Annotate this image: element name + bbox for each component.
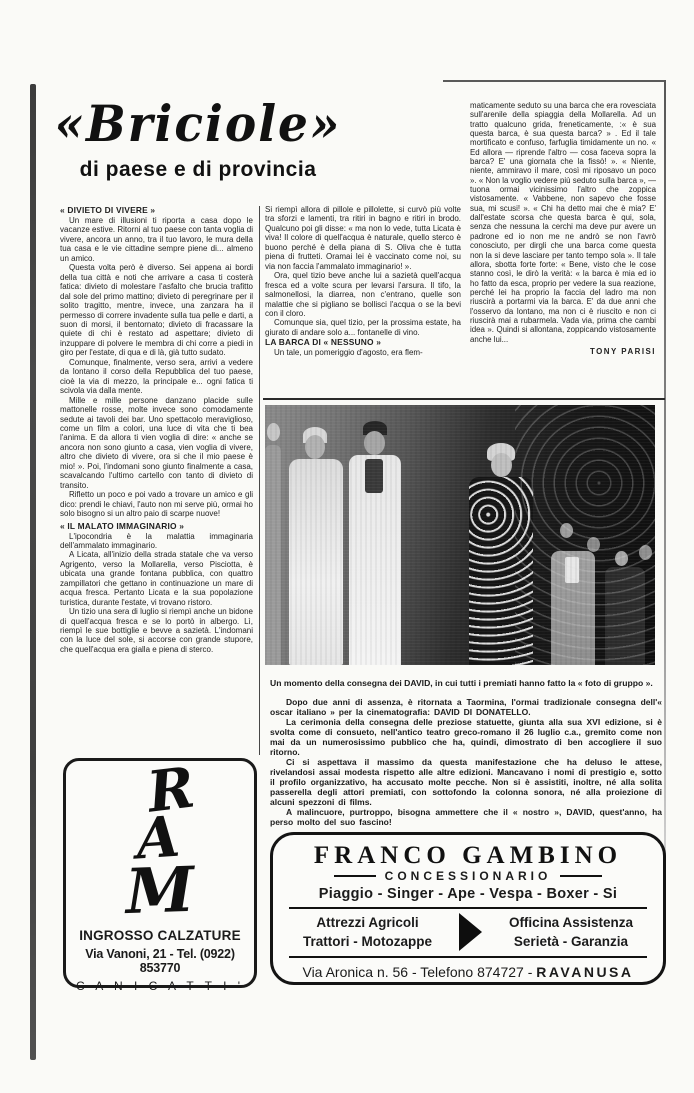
paragraph: Comunque sia, quel tizio, per la prossima estate, ha giurato di andare solo a... fontanelle di vino. (265, 318, 461, 337)
ram-city: C A N I C A T T I ' (75, 979, 245, 993)
article-column-2 (265, 205, 461, 358)
photo-figure-white-suit (349, 455, 401, 665)
column-separator-rule (259, 206, 260, 755)
section-heading-malato: « IL MALATO IMMAGINARIO » (60, 520, 185, 531)
photo-figure-head (491, 453, 512, 477)
photo-figure (265, 445, 281, 665)
paragraph: Un tale, un pomeriggio d'agosto, era flem- (274, 348, 423, 358)
photo-figure-white-dress (289, 459, 343, 665)
photo-crowd-head (639, 545, 652, 560)
horizontal-rule (289, 956, 647, 958)
awards-ceremony-photo (265, 405, 655, 665)
dealer-brands: Piaggio - Singer - Ape - Vespa - Boxer - Si (318, 886, 618, 902)
dealer-name: FRANCO GAMBINO (313, 842, 623, 869)
photo-crowd-head (560, 523, 573, 538)
paragraph: Un mare di illusioni ti riporta a casa dopo le vacanze estive. Ritorni al tuo paese con tanta voglia di vivere, ancora un anno, tra il tuo lavoro, le mura della tua casa e le vie cittadine sempre piene di... almeno un amico. (60, 216, 254, 263)
photo-figure-floral-dress (469, 477, 533, 665)
dealer-role-row (334, 869, 603, 883)
service-line: Serietà - Garanzia (513, 934, 628, 949)
paragraph: A malincuore, purtroppo, bisogna ammettere che il « nostro », DAVID, quest'anno, ha perso molto del suo fascino! (270, 807, 662, 827)
paragraph: L'ipocondria è la malattia immaginaria dell'ammalato immaginario. (60, 531, 253, 550)
paragraph: Ci si aspettava il massimo da questa manifestazione che ha deluso le attese, rivelandosi assai modesta rispetto alle altre edizioni. Mancavano i nomi di prestigio e, sotto il profilo organizzativo, ha accusato molte pecche. Non si è assistiti, inoltre, né alla solita passerella degli attori premiati, con sottofondo la colonna sonora, né alla proiezione di alcuni spezzoni di films. (270, 757, 662, 807)
arrow-right-icon (459, 913, 482, 951)
ram-logo-letter: M (124, 852, 196, 929)
photo-figure-dark-suit (605, 567, 645, 665)
photo-figure-hair (487, 443, 515, 461)
ad-franco-gambino (270, 832, 666, 985)
article-column-1 (60, 205, 253, 654)
section-heading-barca: LA BARCA DI « NESSUNO » (265, 337, 382, 348)
dash-rule (334, 875, 376, 877)
dealer-services-right (509, 913, 633, 951)
page-subtitle: di paese e di provincia (79, 158, 317, 181)
photo-figure-hair (363, 421, 387, 435)
dealer-city: RAVANUSA (536, 964, 634, 980)
ram-business-type: INGROSSO CALZATURE (79, 928, 241, 943)
david-di-donatello-article (270, 697, 662, 827)
paragraph: Si riempì allora di pillole e pillolette, si curvò più volte tra sforzi e lamenti, tra ritiri in bagno e ritiri in brodo. Qualcuno poi gli disse: « ma non lo vede, tutta Licata è viva! Il colore di quell'acqua è naturale, quello sterco è buono perché è della piana di S. Oliva che è tutta piena di frutteti. Oramai lei è vaccinato come noi, su via non faccia l'ammalato immaginario! ». (265, 205, 461, 271)
photo-caption: Un momento della consegna dei DAVID, in cui tutti i premiati hanno fatto la « foto di gruppo ». (270, 677, 653, 688)
ram-address-phone: Via Vanoni, 21 - Tel. (0922) 853770 (85, 947, 235, 975)
service-line: Attrezzi Agricoli (316, 915, 419, 930)
paragraph: Un tizio una sera di luglio si riempì anche un bidone di quell'acqua fresca e se lo portò in albergo. Lì, riempì le sue bottiglie e bevve a sazietà. L'indomani con la luce del sole, si accorse con grande stupore, che quell'acqua era gialla e piena di sterco. (60, 607, 253, 654)
masthead (48, 96, 348, 182)
photo-figure-head (305, 435, 325, 459)
paragraph: Rifletto un poco e poi vado a trovare un amico e gli dico: prendi le chiavi, l'auto non mi serve più, ormai ho solo bisogno si un altro paio di scarpe nuove! (60, 490, 253, 519)
section-heading-divieto: « DIVIETO DI VIVERE » (60, 205, 156, 215)
dealer-services-row (273, 909, 663, 951)
service-line: Officina Assistenza (508, 915, 633, 930)
dash-rule (560, 875, 602, 877)
ram-logo-letter: A (134, 803, 182, 873)
horizontal-rule (263, 398, 665, 400)
dealer-services-left (303, 913, 432, 951)
photo-figure-shirt (565, 557, 579, 583)
page-frame-top-line (443, 80, 666, 82)
paragraph: Dopo due anni di assenza, è ritornata a Taormina, l'ormai tradizionale consegna dell'« oscar italiano » per la cinematografia: DAVID DI DONATELLO. (270, 697, 662, 717)
dealer-address (302, 964, 633, 980)
photo-figure-gray-jacket (551, 551, 595, 665)
ram-logo-letter: R (143, 754, 199, 826)
paragraph: A Licata, all'inizio della strada statale che va verso Agrigento, verso la Mollarella, verso Pisciotta, è ubicata una grande fontana pubblica, con quattro zampillatori che gettano in continuazione un mare di acqua fresca. Pertanto Licata e la sua popolazione turistica, durante l'estate, vi trovano ristoro. (60, 550, 253, 607)
photo-crowd-head (615, 551, 628, 566)
paragraph: Questa volta però è diverso. Sei appena ai bordi della tua città e noti che arrivare a casa ti costerà fatica: divieto di molestare l'asfalto che brucia trafitto dal sole del primo mattino; divieto di peregrinare per il solito tragitto, mentre, invece, una zanzara ha il permesso di correre invadente sulla tua pelle e darti, a suon di morsi, il bentornato; divieto di fracassare la quiete di chi è restato ad aspettare; divieto di inzuppare di polvere le membra di chi corre a piedi in giro per l'estate, di qua e di là, già tutto sudato. (60, 263, 253, 358)
paragraph: maticamente seduto su una barca che era rovesciata sull'arenile della spiaggia della Mollarella. Ad un tratto qualcuno grida, freneticamente, :« è sua questa barca, è sua questa barca? » . Ed il tale mortificato e confuso, farfuglia timidamente un no. « Ed allora — riprende l'altro — cosa faceva sopra la barca? E' una giornata che la fissò! ». « Niente, niente, ammiravo il mare, così mi riposavo un poco ». « Non la voglio vedere più seduto sulla barca », — tuona ormai vicinissimo l'altro che zoppica vistosamente. « Vabbene, non sapevo che fosse sua, mi scusi! ». « Chi ha detto mai che è mia? E' dall'estate scorsa che questa barca è qui, sola, senza che nessuna la cerchi ma deve pur avere un padrone ed io non me ne andrò se non l'avrò conosciuto, per dirgli che una barca come questa non la si deve lasciare per tanto tempo sola ». Il tale allora, sbotta forte forte: « Bene, visto che le cose stanno così, le dirò la verità: « la barca è mia ed io ho fatto da esca, proprio per vedere la sua reazione, perché lei ha proprio la faccia del ladro ma non riuscirà a portarmi via la barca. E' da due anni che l'osservo da lontano, ma non ci è riuscito e non ci riuscirà mai a rubarmela. Vada via, prima che cambi idea ». Quindi si allontana, zoppicando vistosamente anche lui... (470, 101, 656, 344)
photo-figure-hair (303, 427, 327, 443)
author-byline: TONY PARISI (589, 346, 656, 356)
scan-left-edge-line (30, 84, 36, 1060)
paragraph: Mille e mille persone danzano placide sulle mattonelle rosse, molte invece sono comodamente sedute ai tavoli dei bar. Uno spettacolo meraviglioso, come un film a colori, una luce di vita che ti bea l'anima. E da allora ti vien voglia di dire: « anche se ancora non sono giunto a casa, vien voglia di vivere, altro che divieto di vivere, ora si che il mio paese è mio! ». Poi, l'indomani sono giunto finalmente a casa, scavalcando l'ultimo cartello con tanto di divieto di transito. (60, 395, 253, 490)
photo-figure-shirt (365, 459, 383, 493)
photo-figure-head (364, 431, 385, 455)
dealer-role: CONCESSIONARIO (384, 869, 552, 883)
paragraph: Comunque, finalmente, verso sera, arrivi a vedere da lontano il corso della Repubblica del tuo paese, cioè la via di mezzo, la principale e... ogni fatica ti scivola via dalla mente. (60, 357, 253, 396)
article-column-3 (470, 101, 656, 356)
photo-crowd-texture (515, 405, 655, 665)
paragraph: La cerimonia della consegna delle preziose statuette, giunta alla sua XVI edizione, si è svolta come di consueto, nell'antico teatro greco-romano il 26 luglio c.a., gremito come non mai da un numerosissimo pubblico che ha, quindi, dimostrato di ben accogliere il suo ritorno. (270, 717, 662, 757)
ad-ram-calzature (63, 754, 257, 993)
page-title: «Briciole» (54, 95, 342, 154)
page-frame-right-line (664, 80, 666, 856)
service-line: Trattori - Motozappe (303, 934, 432, 949)
address-text: Via Aronica n. 56 - Telefono 874727 - (302, 964, 537, 980)
paragraph: Ora, quel tizio beve anche lui a sazietà quell'acqua fresca ed a volte scura per levarsi l'arsura. Il tifo, la salmonellosi, la diarrea, non c'entrano, quelle son malattie che si pigliano se bollisci l'acqua o se la bevi con il cloro. (265, 271, 461, 318)
photo-figure-head (267, 423, 280, 441)
photo-crowd-head (587, 537, 600, 552)
